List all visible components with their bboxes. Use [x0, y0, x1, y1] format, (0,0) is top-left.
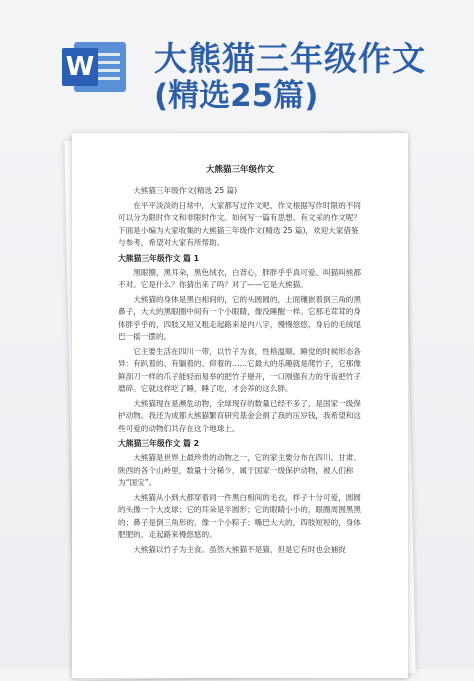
- section-heading: 大熊猫三年级作文 篇 2: [118, 439, 200, 448]
- paragraph: 大熊猫从小到大都穿着同一件黑白相间的毛衣，样子十分可爱，圆圆的头像一个大皮球；它的耳朵是半圆形；它的眼睛小小的，眼圈周围黑黑的；鼻子是倒三角形的，像一个小粽子；嘴巴大大的，四肢短短的，身体肥肥的，走起路来慢悠悠的。: [118, 492, 361, 539]
- document-content: [118, 163, 362, 558]
- paragraph: 大熊猫是世界上最珍贵的动物之一，它的家主要分布在四川、甘肃、陕西的各个山岭里，数量十分稀少，属于国家一级保护动物，被人们称为“国宝”。: [118, 453, 361, 487]
- word-icon-line: [98, 61, 120, 64]
- paragraph: 大熊猫的身体是黑白相间的，它的头圆圆的，上面镶嵌着倒三角的黑鼻子，大大的黑眼圈中间有一个小眼睛，像没睡醒一样。它那毛茸茸的身体胖乎乎的，四肢又短又粗走起路来是内八字，慢慢悠悠，身后的毛绒尾巴一摇一摆的。: [118, 294, 361, 341]
- word-icon: [62, 38, 128, 96]
- word-icon-line: [98, 53, 120, 56]
- document-title: 大熊猫三年级作文: [205, 165, 274, 175]
- document-body: [118, 185, 362, 556]
- header-banner: [0, 0, 474, 120]
- document-page: [72, 133, 408, 678]
- word-icon-line: [98, 69, 120, 72]
- word-icon-line: [98, 77, 120, 80]
- paragraph: 大熊猫以竹子为主食。虽然大熊猫不是猫，但是它有时也会捕捉: [133, 544, 346, 554]
- paragraph: 在平平淡淡的日常中，大家都写过作文吧，作文根据写作时限的不同可以分为限时作文和非限时作文。如何写一篇有思想、有文采的作文呢？下面是小编为大家收集的大熊猫三年级作文(精选 25 篇)，欢迎大家借鉴与参考，希望对大家有所帮助。: [118, 200, 361, 247]
- paragraph: 它主要生活在四川一带，以竹子为食，性格温顺。睡觉的时候形态各异：有趴着的、有躺着的、仰着的……它最大的乐趣就是爬竹子，它那像鲜刮刀一样的爪子能轻而易举的把竹子掰开，一口刚强有力的牙齿把竹子磨碎。它就这样吃了睡，睡了吃，才会养的这么胖。: [118, 346, 361, 393]
- section-heading: 大熊猫三年级作文 篇 1: [118, 253, 200, 263]
- paragraph: 黑眼圈，黑耳朵，黑色绒衣，白背心，胖胖乎乎真可爱。叫猫叫熊都不对。它是什么？你猜出来了吗？对了——它是大熊猫。: [118, 267, 361, 289]
- page-subtitle: (精选25篇): [154, 78, 319, 114]
- page-title: 大熊猫三年级作文: [154, 39, 426, 78]
- paragraph: 大熊猫三年级作文(精选 25 篇): [133, 186, 238, 195]
- paragraph: 大熊猫现在是濒危动物，全球现存的数量已经不多了，是国家一级保护动物。我还为成都大熊猫繁育研究基金会捐了我的压岁钱，我希望和这些可爱的动物们共存在这个地球上。: [118, 398, 361, 433]
- word-icon-letter: W: [62, 48, 98, 86]
